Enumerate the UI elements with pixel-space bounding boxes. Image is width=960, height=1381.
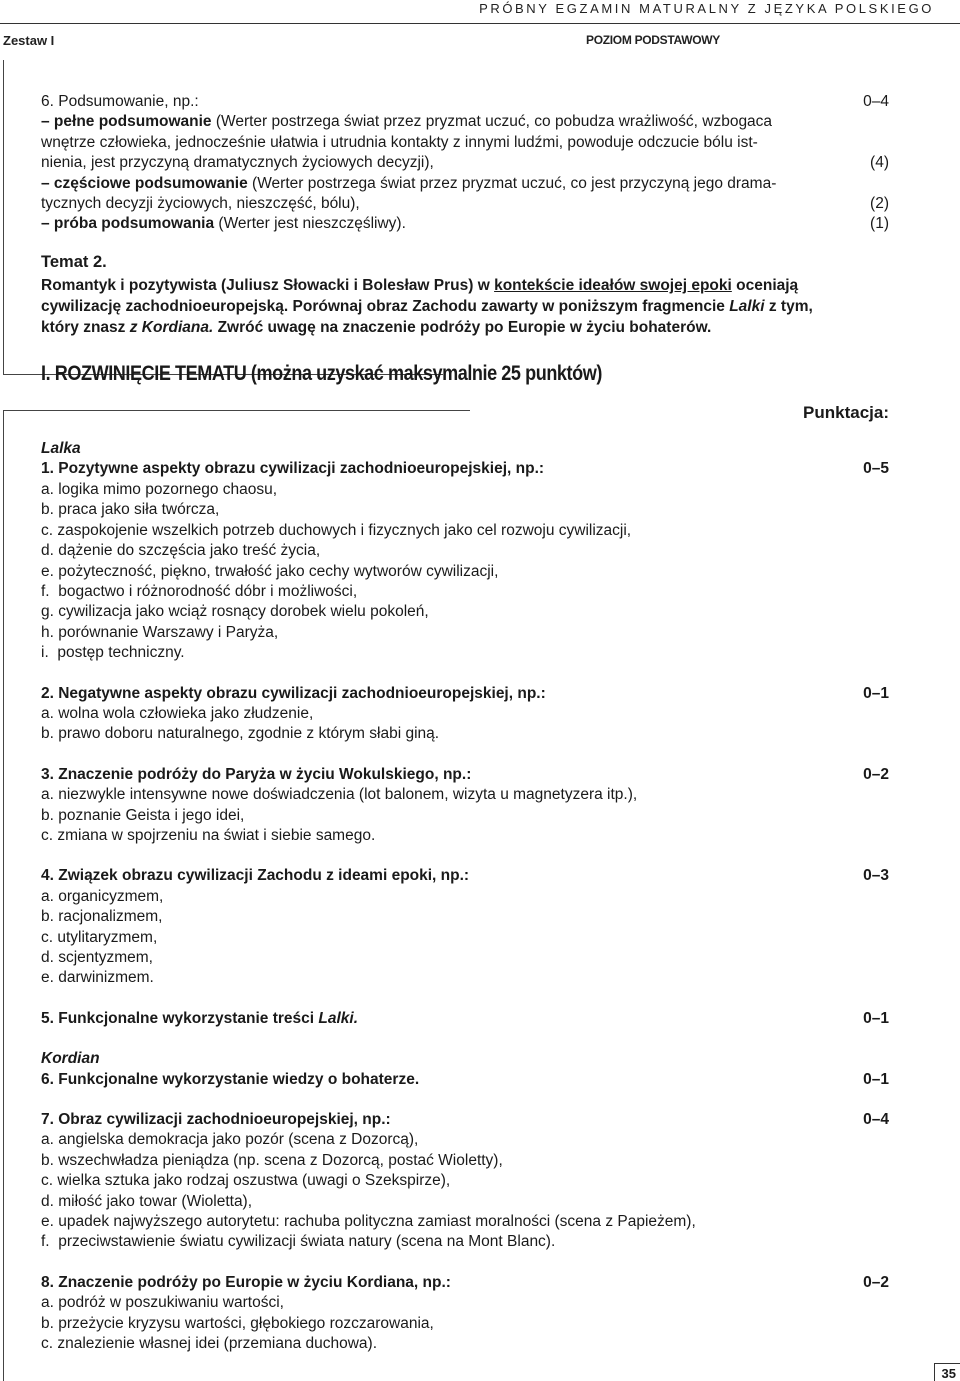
list-item: f. bogactwo i różnorodność dóbr i możliwości, bbox=[41, 582, 358, 600]
list-item: h. porównanie Warszawy i Paryża, bbox=[41, 623, 279, 641]
temat-p1-b: oceniają bbox=[731, 277, 799, 295]
temat-p1-underlined: kontekście ideałów swojej epoki bbox=[494, 277, 732, 295]
question-row bbox=[41, 765, 889, 785]
question-title: 3. Znaczenie podróży do Paryża w życiu Wokulskiego, np.: bbox=[41, 765, 472, 783]
full-summary-text-1: (Werter postrzega świat przez pryzmat uczuć, co pobudza wrażliwość, wzbogaca bbox=[211, 113, 773, 131]
lalka-heading: Lalka bbox=[41, 440, 81, 458]
list-item: a. podróż w poszukiwaniu wartości, bbox=[41, 1294, 284, 1312]
list-item: d. miłość jako towar (Wioletta), bbox=[41, 1192, 253, 1210]
attempt-summary-points: (1) bbox=[870, 215, 889, 233]
partial-summary-line-2 bbox=[41, 194, 889, 214]
attempt-summary-text: (Werter jest nieszczęśliwy). bbox=[214, 215, 406, 233]
temat-prompt bbox=[41, 275, 889, 338]
list-item: a. wolna wola człowieka jako złudzenie, bbox=[41, 704, 314, 722]
page-number: 35 bbox=[934, 1363, 960, 1381]
question-points: 0–2 bbox=[863, 1273, 889, 1291]
list-item: b. poznanie Geista i jego idei, bbox=[41, 806, 245, 824]
list-item: c. zaspokojenie wszelkich potrzeb duchowych i fizycznych jako cel rozwoju cywilizacji, bbox=[41, 521, 632, 539]
list-item: a. niezwykle intensywne nowe doświadczenia (lot balonem, wizyta u magnetyzera itp.), bbox=[41, 786, 638, 804]
temat-p3-italic: z Kordiana. bbox=[129, 319, 214, 337]
list-item: b. racjonalizmem, bbox=[41, 908, 163, 926]
list-item: b. przeżycie kryzysu wartości, głębokiego rozczarowania, bbox=[41, 1314, 434, 1332]
left-rule-top bbox=[3, 60, 4, 375]
punktacja-label: Punktacja: bbox=[803, 402, 889, 422]
full-summary-points: (4) bbox=[870, 154, 889, 172]
summary-title-row bbox=[41, 92, 889, 112]
question-title: 1. Pozytywne aspekty obrazu cywilizacji zachodnioeuropejskiej, np.: bbox=[41, 460, 545, 478]
temat-p3-b: Zwróć uwagę na znaczenie podróży po Europie w życiu bohaterów. bbox=[213, 319, 712, 337]
header-divider bbox=[0, 23, 960, 24]
question-row bbox=[41, 459, 889, 479]
q5-row bbox=[41, 1009, 889, 1029]
lalka-groups bbox=[41, 459, 889, 1008]
list-item: i. postęp techniczny. bbox=[41, 644, 185, 662]
question-points: 0–3 bbox=[863, 867, 889, 885]
q5-title: 5. Funkcjonalne wykorzystanie treści bbox=[41, 1009, 319, 1027]
q6-row bbox=[41, 1070, 889, 1090]
full-summary-line-3 bbox=[41, 153, 889, 173]
list-item: c. znalezienie własnej idei (przemiana duchowa). bbox=[41, 1335, 378, 1353]
list-item: e. pożyteczność, piękno, trwałość jako cechy wytworów cywilizacji, bbox=[41, 562, 499, 580]
partial-summary-points: (2) bbox=[870, 195, 889, 213]
question-title: 8. Znaczenie podróży po Europie w życiu Kordiana, np.: bbox=[41, 1273, 451, 1291]
list-item: b. wszechwładza pieniądza (np. scena z Dozorcą, postać Wioletty), bbox=[41, 1151, 503, 1169]
question-row bbox=[41, 1273, 889, 1293]
question-row bbox=[41, 684, 889, 704]
kordian-heading: Kordian bbox=[41, 1050, 100, 1068]
list-item: e. darwinizmem. bbox=[41, 969, 154, 987]
list-item: g. cywilizacja jako wciąż rosnący dorobek wielu pokoleń, bbox=[41, 603, 429, 621]
question-title: 2. Negatywne aspekty obrazu cywilizacji zachodnioeuropejskiej, np.: bbox=[41, 684, 546, 702]
exam-title-header: PRÓBNY EGZAMIN MATURALNY Z JĘZYKA POLSKIEGO bbox=[479, 1, 934, 16]
q5-italic: Lalki. bbox=[318, 1009, 359, 1027]
full-summary-label: – pełne podsumowanie bbox=[41, 113, 212, 131]
list-item: c. zmiana w spojrzeniu na świat i siebie samego. bbox=[41, 826, 376, 844]
list-item: a. organicyzmem, bbox=[41, 887, 164, 905]
q6-title: 6. Funkcjonalne wykorzystanie wiedzy o bohaterze. bbox=[41, 1070, 420, 1088]
temat-p2-a: cywilizację zachodnioeuropejską. Porównaj obraz Zachodu zawarty w poniższym fragmencie bbox=[41, 298, 730, 316]
section-title: I. ROZWINIĘCIE TEMATU (można uzyskać maksymalnie 25 punktów) bbox=[41, 362, 602, 386]
question-points: 0–1 bbox=[863, 684, 889, 702]
temat-p2-b: z tym, bbox=[764, 298, 813, 316]
question-points: 0–4 bbox=[863, 1111, 889, 1129]
list-item: a. logika mimo pozornego chaosu, bbox=[41, 480, 278, 498]
list-item: f. przeciwstawienie światu cywilizacji świata natury (scena na Mont Blanc). bbox=[41, 1233, 556, 1251]
question-points: 0–2 bbox=[863, 765, 889, 783]
full-summary-text-3: nienia, jest przyczyną dramatycznych życiowych decyzji), bbox=[41, 154, 434, 172]
partial-summary-text-1: (Werter postrzega świat przez pryzmat uczuć, co jest przyczyną jego drama- bbox=[247, 174, 777, 192]
left-rule-bottom bbox=[3, 410, 4, 1381]
partial-summary-text-2: tycznych decyzji życiowych, nieszczęść, bólu), bbox=[41, 195, 360, 213]
level-label: POZIOM PODSTAWOWY bbox=[586, 33, 721, 47]
full-summary-line-2: wnętrze człowieka, jednocześnie ułatwia i utrudnia kontakty z innymi ludźmi, powoduje odczucie bólu ist- bbox=[41, 133, 758, 151]
kordian-groups bbox=[41, 1110, 889, 1354]
partial-summary-line-1 bbox=[41, 174, 889, 194]
q5-points: 0–1 bbox=[863, 1009, 889, 1027]
list-item: b. praca jako siła twórcza, bbox=[41, 501, 220, 519]
page-content bbox=[41, 92, 889, 1355]
question-row bbox=[41, 866, 889, 886]
question-points: 0–5 bbox=[863, 460, 889, 478]
list-item: e. upadek najwyższego autorytetu: rachuba polityczna zamiast moralności (scena z Papieżem), bbox=[41, 1213, 696, 1231]
set-label: Zestaw I bbox=[3, 33, 55, 48]
temat-title: Temat 2. bbox=[41, 252, 107, 271]
partial-summary-label: – częściowe podsumowanie bbox=[41, 174, 248, 192]
list-item: b. prawo doboru naturalnego, zgodnie z którym słabi giną. bbox=[41, 725, 440, 743]
summary-points: 0–4 bbox=[863, 93, 889, 110]
list-item: d. dążenie do szczęścia jako treść życia, bbox=[41, 542, 321, 560]
list-item: c. utylitaryzmem, bbox=[41, 928, 158, 946]
temat-p3-a: który znasz bbox=[41, 319, 130, 337]
summary-title: 6. Podsumowanie, np.: bbox=[41, 93, 199, 110]
question-title: 4. Związek obrazu cywilizacji Zachodu z ideami epoki, np.: bbox=[41, 867, 470, 885]
temat-p2-italic: Lalki bbox=[729, 298, 765, 316]
full-summary-line-1 bbox=[41, 112, 889, 132]
list-item: c. wielka sztuka jako rodzaj oszustwa (uwagi o Szekspirze), bbox=[41, 1172, 451, 1190]
attempt-summary-line bbox=[41, 214, 889, 234]
question-title: 7. Obraz cywilizacji zachodnioeuropejskiej, np.: bbox=[41, 1111, 391, 1129]
list-item: a. angielska demokracja jako pozór (scena z Dozorcą), bbox=[41, 1131, 419, 1149]
list-item: d. scjentyzmem, bbox=[41, 949, 153, 966]
attempt-summary-label: – próba podsumowania bbox=[41, 215, 215, 233]
temat-p1-a: Romantyk i pozytywista (Juliusz Słowacki i Bolesław Prus) w bbox=[41, 277, 495, 295]
question-row bbox=[41, 1110, 889, 1130]
q6-points: 0–1 bbox=[863, 1070, 889, 1088]
